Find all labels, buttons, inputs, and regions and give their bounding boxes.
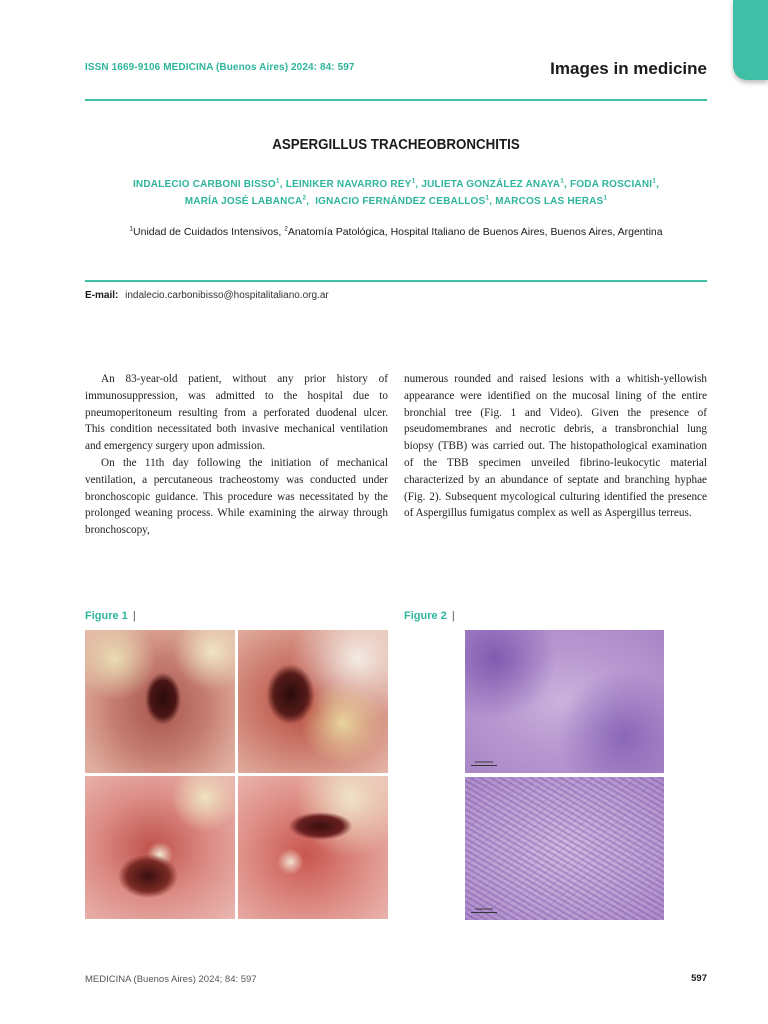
article-title: ASPERGILLUS TRACHEOBRONCHITIS bbox=[272, 137, 520, 153]
affiliation-rule bbox=[85, 280, 707, 282]
journal-issn: ISSN 1669-9106 MEDICINA (Buenos Aires) 2024: 84: 597 bbox=[85, 62, 355, 73]
author: LEINIKER NAVARRO REY$^1$, bbox=[285, 177, 422, 190]
affiliations: $^1$Unidad de Cuidados Intensivos, $^2$Anatomía Patológica, Hospital Italiano de Buenos Aires, Buenos Aires, Argentina bbox=[129, 225, 663, 238]
header-rule bbox=[85, 99, 707, 101]
corner-tab bbox=[733, 0, 768, 80]
paragraph: An 83-year-old patient, without any prior history of immunosuppression, was admitted to the hospital due to pneumoperitoneum resulting from a perforated duodenal ulcer. This condition necessitated both invasive mechanical ventilation and emergency surgery upon admission. bbox=[85, 373, 388, 453]
body-column-right bbox=[404, 371, 707, 522]
author: IGNACIO FERNÁNDEZ CEBALLOS$^1$, bbox=[315, 194, 496, 207]
body-column-left bbox=[85, 371, 388, 539]
contact-email bbox=[85, 290, 329, 301]
paragraph: On the 11th day following the initiation of mechanical ventilation, a percutaneous tracheostomy was conducted under bronchoscopic guidance. This procedure was necessitated by the prolonged weaning process. While examining the airway through bronchoscopy, bbox=[85, 456, 388, 537]
bronchoscopy-image-3 bbox=[85, 776, 235, 919]
author-line-1 bbox=[85, 176, 707, 193]
bronchoscopy-image-1 bbox=[85, 630, 235, 773]
page-number: 597 bbox=[691, 973, 707, 984]
bronchoscopy-image-4 bbox=[238, 776, 388, 919]
email-label: E-mail: bbox=[85, 290, 119, 301]
histology-image-2 bbox=[465, 777, 664, 920]
histology-image-1 bbox=[465, 630, 664, 773]
author: INDALECIO CARBONI BISSO$^1$, bbox=[132, 177, 286, 190]
figure-2-label: Figure 2 | bbox=[404, 610, 455, 622]
scale-bar bbox=[471, 912, 497, 913]
author: JULIETA GONZÁLEZ ANAYA$^1$, bbox=[421, 177, 571, 190]
email-link[interactable]: indalecio.carbonibisso@hospitalitaliano.org.ar bbox=[125, 290, 329, 301]
author: MARCOS LAS HERAS$^1$ bbox=[495, 194, 608, 207]
figure-1-label: Figure 1 | bbox=[85, 610, 136, 622]
scale-bar bbox=[471, 765, 497, 766]
author: FODA ROSCIANI$^1$, bbox=[570, 177, 660, 190]
author: MARÍA JOSÉ LABANCA$^2$, bbox=[184, 194, 316, 207]
author-line-2 bbox=[85, 193, 707, 210]
footer-citation: MEDICINA (Buenos Aires) 2024; 84: 597 bbox=[85, 974, 257, 985]
paragraph: numerous rounded and raised lesions with a whitish-yellowish appearance were identified on the mucosal lining of the entire bronchial tree (Fig. 1 and Video). Given the presence of pseudomembranes and necrotic debris, a transbronchial lung biopsy (TBB) was carried out. The histopathological examination of the TBB specimen unveiled fibrino-leukocytic material characterized by an abundance of septate and branching hyphae (Fig. 2). Subsequent mycological culturing identified the presence of Aspergillus fumigatus complex as well as Aspergillus terreus. bbox=[404, 373, 707, 520]
author-list bbox=[85, 176, 707, 210]
section-title: Images in medicine bbox=[550, 59, 707, 78]
bronchoscopy-image-2 bbox=[238, 630, 388, 773]
